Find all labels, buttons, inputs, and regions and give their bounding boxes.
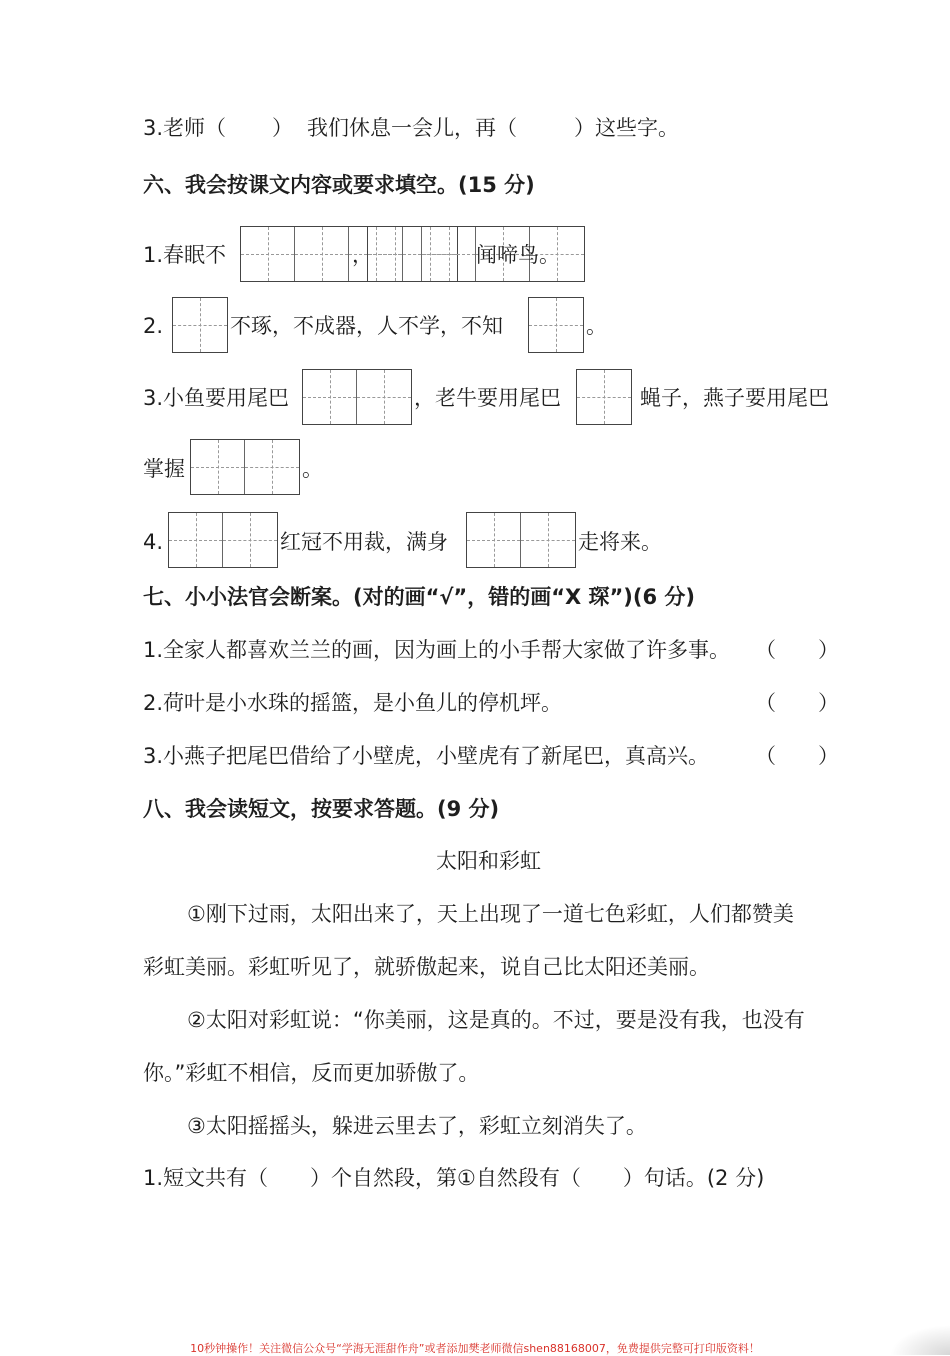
section-8-title: 八、我会读短文，按要求答题。(9 分): [143, 797, 500, 821]
s6-q4-pre: 4.: [143, 530, 164, 554]
s7-item-text: 1.全家人都喜欢兰兰的画，因为画上的小手帮大家做了许多事。: [143, 638, 731, 662]
section-7-title: 七、小小法官会断案。(对的画“√”，错的画“X 琛”)(6 分): [143, 585, 696, 609]
s7-item-paren[interactable]: （ ）: [755, 691, 839, 715]
answer-grid[interactable]: [168, 512, 278, 568]
s7-item-text: 3.小燕子把尾巴借给了小壁虎，小壁虎有了新尾巴，真高兴。: [143, 744, 710, 768]
passage-p1-line2: 彩虹美丽。彩虹听见了，就骄傲起来，说自己比太阳还美丽。: [143, 955, 710, 979]
s6-q2-pre: 2.: [143, 314, 164, 338]
passage-title: 太阳和彩虹: [436, 849, 541, 873]
q5-line3-a: 3.老师（: [143, 116, 227, 140]
passage-p2-line2: 你。”彩虹不相信，反而更加骄傲了。: [143, 1061, 480, 1085]
answer-grid[interactable]: [172, 297, 228, 353]
s6-q2-mid: 不琢，不成器，人不学，不知: [230, 314, 503, 338]
passage-p2-line1: ②太阳对彩虹说：“你美丽，这是真的。不过，要是没有我，也没有: [187, 1008, 805, 1032]
answer-grid[interactable]: [190, 439, 300, 495]
answer-grid[interactable]: [576, 369, 632, 425]
s6-q3-end: 。: [302, 457, 323, 481]
passage-p3: ③太阳摇摇头，躲进云里去了，彩虹立刻消失了。: [187, 1114, 647, 1138]
q5-line3-c: 我们休息一会儿，再（: [307, 116, 517, 140]
q5-line3-b: ）: [272, 116, 293, 140]
q5-line3-d: ）这些字。: [574, 116, 679, 140]
s6-q4-mid: 红冠不用裁，满身: [280, 530, 448, 554]
s6-q2-post: 。: [586, 314, 607, 338]
section-6-title: 六、我会按课文内容或要求填空。(15 分): [143, 173, 535, 197]
s6-q3-line2: 掌握: [143, 457, 185, 481]
s7-item-text: 2.荷叶是小水珠的摇篮，是小鱼儿的停机坪。: [143, 691, 563, 715]
page-corner-shadow: [890, 1325, 950, 1355]
s6-q1-post: 闻啼鸟。: [476, 243, 560, 267]
passage-p1-line1: ①刚下过雨，太阳出来了，天上出现了一道七色彩虹，人们都赞美: [187, 902, 794, 926]
s6-q3-mid: ，老牛要用尾巴: [414, 386, 561, 410]
s6-q3-post: 蝇子，燕子要用尾巴: [640, 386, 829, 410]
answer-grid[interactable]: [302, 369, 412, 425]
s6-q4-post: 走将来。: [578, 530, 662, 554]
answer-grid[interactable]: [528, 297, 584, 353]
s6-q1-comma: ，: [352, 243, 373, 267]
s7-item-paren[interactable]: （ ）: [755, 744, 839, 768]
footer-notice: 10秒钟操作！关注微信公众号“学海无涯甜作舟”或者添加樊老师微信shen88168007，免费提供完整可打印版资料！: [190, 1342, 760, 1355]
answer-grid[interactable]: [466, 512, 576, 568]
s6-q3-pre: 3.小鱼要用尾巴: [143, 386, 290, 410]
s7-item-paren[interactable]: （ ）: [755, 638, 839, 662]
s6-q1-pre: 1.春眠不: [143, 243, 227, 267]
s8-q1: 1.短文共有（ ）个自然段，第①自然段有（ ）句话。(2 分): [143, 1166, 765, 1190]
